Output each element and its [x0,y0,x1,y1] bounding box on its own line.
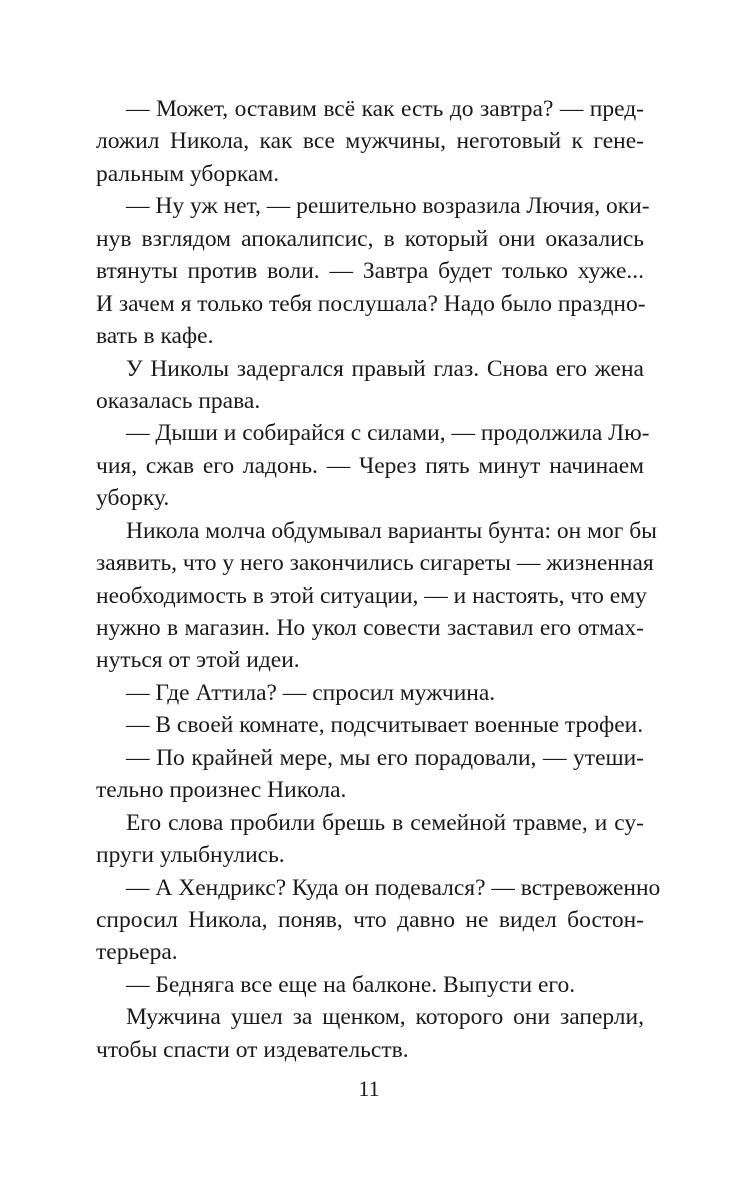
text-line: Мужчина ушел за щенком, которого они заперли, [126,1004,644,1031]
text-line: — В своей комнате, подсчитывает военные трофеи. [126,712,644,739]
text-line: — Бедняга все еще на балконе. Выпусти его. [126,971,576,998]
text-line: спросил Никола, поняв, что давно не видел бостон- [96,906,644,933]
text-line: И зачем я только тебя послушала? Надо было праздно- [96,290,646,317]
paragraph [96,807,644,872]
body-text [96,93,661,1066]
text-line: — Дыши и собирайся с силами, — продолжила Лю- [126,420,650,447]
paragraph [96,353,644,418]
paragraph [96,93,644,190]
paragraph [96,742,644,807]
text-line: нужно в магазин. Но укол совести заставил его отмах- [96,615,644,641]
text-line: вать в кафе. [96,323,214,350]
text-line: — По крайней мере, мы его порадовали, — утеши- [126,744,644,771]
text-line: Его слова пробили брешь в семейной травме, и су- [126,809,644,836]
text-line: — А Хендрикс? Куда он подевался? — встревоженно [126,874,661,901]
paragraph [96,677,644,709]
text-line: тельно произнес Никола. [96,777,347,804]
paragraph [96,190,650,352]
text-line: нуться от этой идеи. [96,647,300,674]
paragraph [96,872,661,969]
text-line: — Где Аттила? — спросил мужчина. [126,679,496,706]
text-line: чтобы спасти от издевательств. [96,1036,409,1063]
paragraph [96,515,657,677]
text-line: У Николы задергался правый глаз. Снова его жена [126,355,644,382]
paragraph [96,417,650,514]
paragraph [96,969,644,1001]
text-line: чия, сжав его ладонь. — Через пять минут начинаем [96,452,644,479]
page-number: 11 [358,1076,380,1101]
text-line: втянуты против воли. — Завтра будет только хуже... [96,258,644,285]
text-line: ральным уборкам. [96,160,280,187]
text-line: — Ну уж нет, — решительно возразила Лючия, оки- [126,193,650,220]
paragraph [96,709,644,741]
text-line: нув взглядом апокалипсис, в который они оказались [96,225,644,252]
text-line: оказалась права. [96,387,261,414]
text-line: ложил Никола, как все мужчины, неготовый к гене- [96,128,644,155]
text-line: Никола молча обдумывал варианты бунта: он мог бы [126,517,657,544]
paragraph [96,1001,644,1066]
text-line: терьера. [96,939,178,966]
text-line: необходимость в этой ситуации, — и настоять, что ему [96,582,647,609]
text-line: пруги улыбнулись. [96,842,285,869]
text-line: заявить, что у него закончились сигареты — жизненная [96,550,654,577]
text-line: — Может, оставим всё как есть до завтра? — пред- [126,96,644,122]
text-line: уборку. [96,485,170,512]
